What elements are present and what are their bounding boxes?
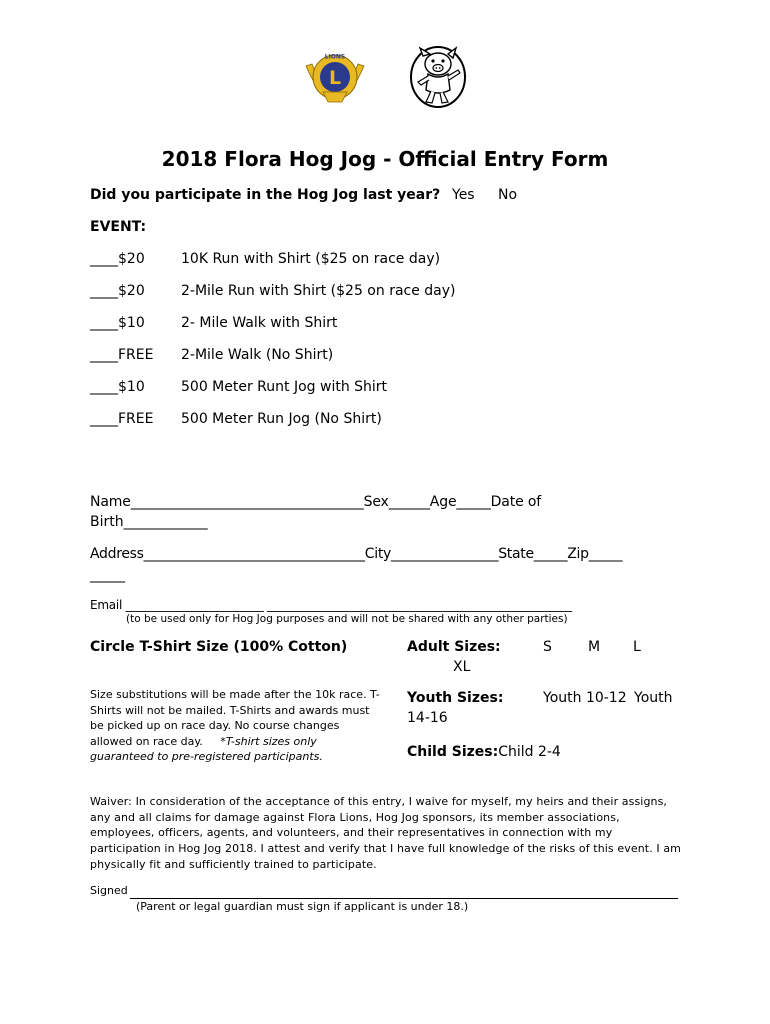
event-price[interactable]: ____$10: [90, 315, 145, 331]
size-option-youth-10-12[interactable]: Youth 10-12: [543, 690, 627, 706]
hog-mascot-logo: [408, 44, 468, 108]
size-option-youth[interactable]: Youth: [634, 690, 673, 706]
event-description: 2-Mile Walk (No Shirt): [181, 347, 334, 363]
event-description: 500 Meter Run Jog (No Shirt): [181, 411, 382, 427]
event-description: 500 Meter Runt Jog with Shirt: [181, 379, 388, 395]
size-option-m[interactable]: M: [588, 639, 601, 655]
signed-note: (Parent or legal guardian must sign if applicant is under 18.): [136, 900, 469, 913]
lions-logo-letter: L: [328, 67, 342, 89]
event-description: 2- Mile Walk with Shirt: [181, 315, 338, 331]
event-price[interactable]: ____$10: [90, 379, 145, 395]
child-sizes-row: [407, 741, 561, 760]
size-option-xl[interactable]: XL: [453, 659, 471, 675]
birth-date-field[interactable]: Birth____________: [90, 514, 208, 530]
size-option-l[interactable]: L: [633, 639, 641, 655]
event-heading: EVENT:: [90, 219, 147, 235]
signature-line[interactable]: [130, 898, 678, 899]
size-option-s[interactable]: S: [543, 639, 552, 655]
participation-question: [90, 187, 440, 203]
tshirt-heading: Circle T-Shirt Size (100% Cotton): [90, 639, 348, 655]
child-sizes-label: Child Sizes:: [407, 744, 499, 760]
email-note: (to be used only for Hog Jog purposes and will not be shared with any other parties): [126, 613, 568, 625]
lions-logo: [302, 46, 368, 108]
waiver-text: Waiver: In consideration of the acceptance of this entry, I waive for myself, my heirs and their assigns, any and all claims for damage against Flora Lions, Hog Jog sponsors, its member associations, employees, officers, agents, and volunteers, and their representatives in connection with my participation in Hog Jog 2018. I attest and verify that I have full knowledge of the risks of this event. I am physically fit and sufficiently trained to participate.: [90, 795, 681, 871]
size-option-14-16[interactable]: 14-16: [407, 710, 448, 726]
event-price[interactable]: ____FREE: [90, 347, 154, 363]
signed-label: Signed: [90, 884, 128, 897]
participation-question-text: Did you participate in the Hog Jog last year?: [90, 187, 441, 203]
event-description: 2-Mile Run with Shirt ($25 on race day): [181, 283, 456, 299]
size-option-child-2-4[interactable]: Child 2-4: [498, 744, 561, 760]
size-note-italic: *T-shirt sizes only guaranteed to pre-registered participants.: [90, 734, 323, 764]
answer-no[interactable]: No: [498, 187, 518, 203]
event-description: 10K Run with Shirt ($25 on race day): [181, 251, 441, 267]
form-title: 2018 Flora Hog Jog - Official Entry Form: [161, 147, 609, 171]
address-city-state-zip-field[interactable]: Address_________________________________City________________State_____Zip_____: [90, 546, 623, 562]
event-price[interactable]: ____$20: [90, 283, 145, 299]
size-note: [90, 687, 380, 765]
event-price[interactable]: ____FREE: [90, 411, 154, 427]
event-price[interactable]: ____$20: [90, 251, 145, 267]
name-sex-age-field[interactable]: Name__________________________________Sex______Age_____Date of: [90, 494, 542, 510]
answer-yes[interactable]: Yes: [452, 187, 475, 203]
youth-sizes-label: Youth Sizes:: [407, 690, 504, 706]
email-field[interactable]: Email ________________________ _____________________________________________________: [90, 598, 572, 612]
size-note-text: Size substitutions will be made after the 10k race. T-Shirts will not be mailed. T-Shirts and awards must be picked up on race day. No course changes allowed on race day.: [90, 688, 380, 748]
adult-sizes-label: Adult Sizes:: [407, 639, 501, 655]
address-continuation: _____: [90, 567, 125, 583]
lions-logo-word: LIONS: [324, 53, 346, 61]
